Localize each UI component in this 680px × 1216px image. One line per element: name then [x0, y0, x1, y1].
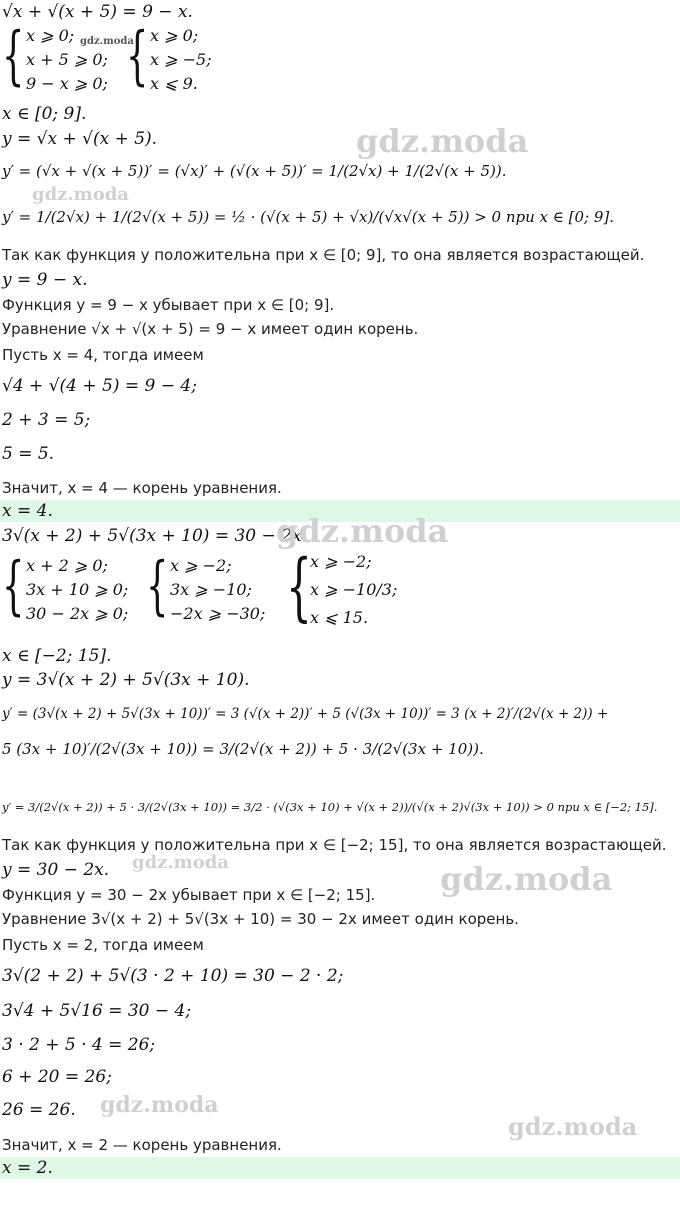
watermark-6: gdz.moda: [100, 1092, 219, 1118]
answer-highlight-2: [0, 1157, 680, 1179]
text-one-root-1: Уравнение √x + √(x + 5) = 9 − x имеет один корень.: [2, 320, 419, 338]
system-brace-2b: {: [146, 549, 169, 623]
watermark-1: gdz.moda: [356, 122, 529, 160]
calc-2-line-4: 6 + 20 = 26;: [2, 1067, 112, 1087]
system-brace-1b: {: [126, 19, 149, 93]
line-y-2: y = 30 − 2x.: [2, 860, 110, 880]
domain-2: x ∈ [−2; 15].: [2, 646, 112, 666]
calc-2-line-3: 3 · 2 + 5 · 4 = 26;: [2, 1035, 156, 1055]
text-let-2: Пусть x = 2, тогда имеем: [2, 936, 204, 954]
text-increasing-2: Так как функция y положительна при x ∈ [−2; 15], то она является возрастающей.: [2, 836, 667, 854]
text-increasing-1: Так как функция y положительна при x ∈ [0; 9], то она является возрастающей.: [2, 246, 645, 264]
text-decreasing-1: Функция y = 9 − x убывает при x ∈ [0; 9].: [2, 296, 335, 314]
watermark-5: gdz.moda: [440, 860, 613, 898]
line-y-1: y = 9 − x.: [2, 270, 88, 290]
answer-1: x = 4.: [2, 501, 53, 521]
function-2: y = 3√(x + 2) + 5√(3x + 10).: [2, 670, 250, 690]
calc-2-line-2: 3√4 + 5√16 = 30 − 4;: [2, 1001, 192, 1021]
text-decreasing-2: Функция y = 30 − 2x убывает при x ∈ [−2; 15].: [2, 886, 376, 904]
watermark-7: gdz.moda: [508, 1112, 638, 1141]
calc-2-line-1: 3√(2 + 2) + 5√(3 · 2 + 10) = 30 − 2 · 2;: [2, 966, 344, 986]
system-brace-1a: {: [2, 19, 25, 93]
calc-2-line-5: 26 = 26.: [2, 1100, 76, 1120]
system-1b: x ⩾ 0; x ⩾ −5; x ⩽ 9.: [150, 26, 212, 93]
calc-1-line-2: 2 + 3 = 5;: [2, 410, 91, 430]
system-1a: x ⩾ 0; x + 5 ⩾ 0; 9 − x ⩾ 0;: [26, 26, 108, 93]
function-1: y = √x + √(x + 5).: [2, 129, 158, 149]
derivative-1: y′ = (√x + √(x + 5))′ = (√x)′ + (√(x + 5))′ = 1/(2√x) + 1/(2√(x + 5)).: [2, 162, 507, 180]
derivative-2: y′ = 1/(2√x) + 1/(2√(x + 5)) = ½ · (√(x + 5) + √x)/(√x√(x + 5)) > 0 при x ∈ [0; 9].: [2, 208, 615, 226]
answer-2: x = 2.: [2, 1158, 53, 1178]
watermark-small-1: gdz.moda: [80, 36, 134, 47]
calc-1-line-1: √4 + √(4 + 5) = 9 − 4;: [2, 376, 197, 396]
text-one-root-2: Уравнение 3√(x + 2) + 5√(3x + 10) = 30 − 2x имеет один корень.: [2, 910, 519, 928]
equation-1: √x + √(x + 5) = 9 − x.: [2, 2, 193, 22]
watermark-3: gdz.moda: [276, 512, 449, 550]
conclusion-2: Значит, x = 2 — корень уравнения.: [2, 1136, 282, 1154]
system-brace-2c: {: [286, 544, 312, 630]
derivative-2-1: y′ = (3√(x + 2) + 5√(3x + 10))′ = 3 (√(x + 2))′ + 5 (√(3x + 10))′ = 3 (x + 2)′/(2√(x + 2)) +: [2, 706, 609, 722]
system-2b: x ⩾ −2; 3x ⩾ −10; −2x ⩾ −30;: [170, 556, 266, 623]
system-brace-2a: {: [2, 549, 25, 623]
calc-1-line-3: 5 = 5.: [2, 444, 55, 464]
conclusion-1: Значит, x = 4 — корень уравнения.: [2, 479, 282, 497]
equation-2: 3√(x + 2) + 5√(3x + 10) = 30 − 2x.: [2, 526, 307, 546]
system-2a: x + 2 ⩾ 0; 3x + 10 ⩾ 0; 30 − 2x ⩾ 0;: [26, 556, 129, 623]
text-let-1: Пусть x = 4, тогда имеем: [2, 346, 204, 364]
derivative-2-2: y′ = 3/(2√(x + 2)) + 5 · 3/(2√(3x + 10)) = 3/2 · (√(3x + 10) + √(x + 2))/(√(x + 2)√(3x + 10)) > 0 при x ∈ [−2; 15].: [2, 800, 658, 814]
watermark-4: gdz.moda: [132, 852, 229, 873]
system-2c: x ⩾ −2; x ⩾ −10/3; x ⩽ 15.: [310, 552, 398, 627]
derivative-2-1b: 5 (3x + 10)′/(2√(3x + 10)) = 3/(2√(x + 2)) + 5 · 3/(2√(3x + 10)).: [2, 740, 484, 758]
domain-1: x ∈ [0; 9].: [2, 104, 87, 124]
watermark-2: gdz.moda: [32, 184, 129, 205]
